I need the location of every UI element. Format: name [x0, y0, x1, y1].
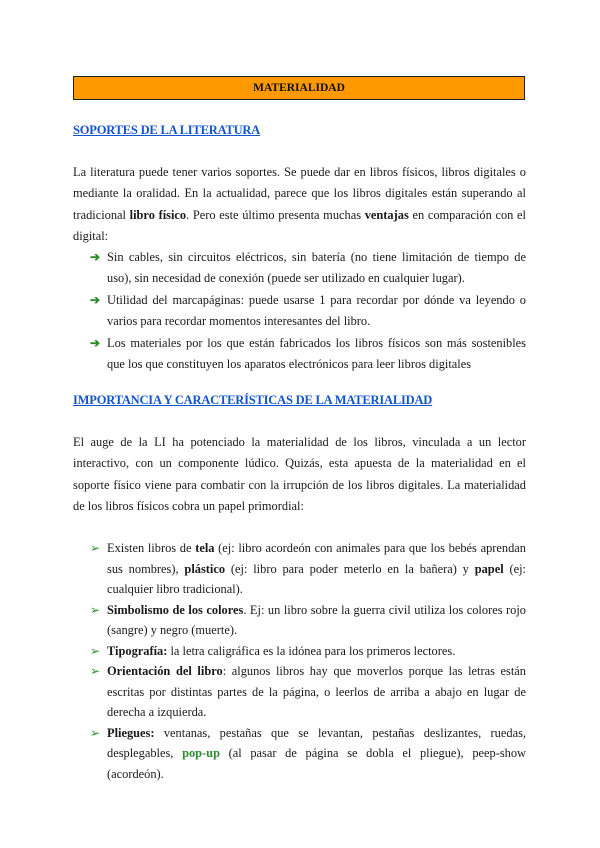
list-item-text: (ej: cualquier libro tradicional).	[107, 561, 526, 596]
list-item-text: : algunos libros hay que moverlos porque las letras están escritas por distintas partes de la página, o leerlos de arriba a abajo en lugar de derecha a izquierda.	[107, 664, 526, 719]
triangle-right-icon: ➢	[90, 725, 101, 740]
list-item-text: (ej: libro acordeón con animales para que los bebés aprendan sus nombres),	[107, 541, 526, 576]
list-item-text: la letra caligráfica es la idónea para los primeros lectores.	[167, 643, 456, 658]
intro-paragraph	[73, 162, 526, 247]
list-item	[90, 723, 526, 785]
triangle-right-icon: ➢	[90, 664, 101, 678]
triangle-right-icon: ➢	[90, 541, 101, 555]
arrow-right-icon: ➔	[90, 336, 101, 350]
list-item	[90, 333, 526, 374]
list-item-bold: tela	[195, 541, 215, 555]
title-text: MATERIALIDAD	[253, 82, 345, 94]
list-item-text: Los materiales por los que están fabricados los libros físicos son más sostenibles que los que constituyen los aparatos electrónicos para leer libros digitales	[107, 336, 526, 371]
ventajas-list	[90, 247, 526, 374]
list-item-text: (al pasar de página se dobla el pliegue), peep-show (acordeón).	[107, 746, 526, 781]
list-item	[90, 641, 526, 662]
list-item-text: . Ej: un libro sobre la guerra civil utiliza los colores rojo (sangre) y negro (muerte).	[107, 602, 526, 637]
importancia-paragraph: El auge de la LI ha potenciado la materialidad de los libros, vinculada a un lector interactivo, con un componente lúdico. Quizás, esta apuesta de la materialidad en el soporte físico viene para combatir con la irrupción de los libros digitales. La materialidad de los libros físicos cobra un papel primordial:	[73, 435, 526, 513]
para-bold: ventajas	[364, 207, 409, 222]
para-text: . Pero este último presenta muchas	[186, 207, 365, 222]
triangle-right-icon: ➢	[90, 643, 101, 658]
para-text: La literatura puede tener varios soportes. Se puede dar en libros físicos, libros digitales o mediante la oralidad. En la actualidad, parece que los libros digitales están superando al tradicional	[73, 165, 526, 222]
triangle-right-icon: ➢	[90, 602, 101, 617]
list-item-bold: Simbolismo de los colores	[107, 602, 244, 617]
list-item-bold: plástico	[184, 561, 226, 576]
list-item-bold: Pliegues:	[107, 725, 155, 740]
caracteristicas-list	[90, 538, 526, 784]
list-item-highlight: pop-up	[182, 746, 220, 760]
list-item-bold: papel	[474, 561, 504, 576]
list-item	[90, 290, 526, 331]
list-item	[90, 600, 526, 641]
list-item	[90, 247, 526, 288]
para-bold: libro físico	[129, 207, 187, 222]
section-heading-soportes: SOPORTES DE LA LITERATURA	[73, 123, 261, 137]
arrow-right-icon: ➔	[90, 250, 101, 264]
title-banner	[73, 76, 525, 100]
list-item-text: ventanas, pestañas que se levantan, pestañas deslizantes, ruedas, desplegables,	[107, 725, 526, 760]
list-item	[90, 661, 526, 723]
arrow-right-icon: ➔	[90, 293, 101, 307]
para-text: en comparación con el digital:	[73, 207, 526, 243]
list-item-text: Existen libros de	[107, 541, 196, 555]
list-item-bold: Tipografía:	[107, 643, 168, 658]
list-item-text: Utilidad del marcapáginas: puede usarse 1 para recordar por dónde va leyendo o varios para recordar momentos interesantes del libro.	[107, 293, 526, 328]
list-item	[90, 538, 526, 600]
list-item-text: (ej: libro para poder meterlo en la bañera) y	[225, 561, 475, 576]
list-item-text: Sin cables, sin circuitos eléctricos, sin batería (no tiene limitación de tiempo de uso), sin necesidad de conexión (puede ser utilizado en cualquier lugar).	[107, 250, 526, 285]
section-heading-importancia: IMPORTANCIA Y CARACTERÍSTICAS DE LA MATERIALIDAD	[73, 393, 433, 407]
list-item-bold: Orientación del libro	[107, 664, 223, 678]
